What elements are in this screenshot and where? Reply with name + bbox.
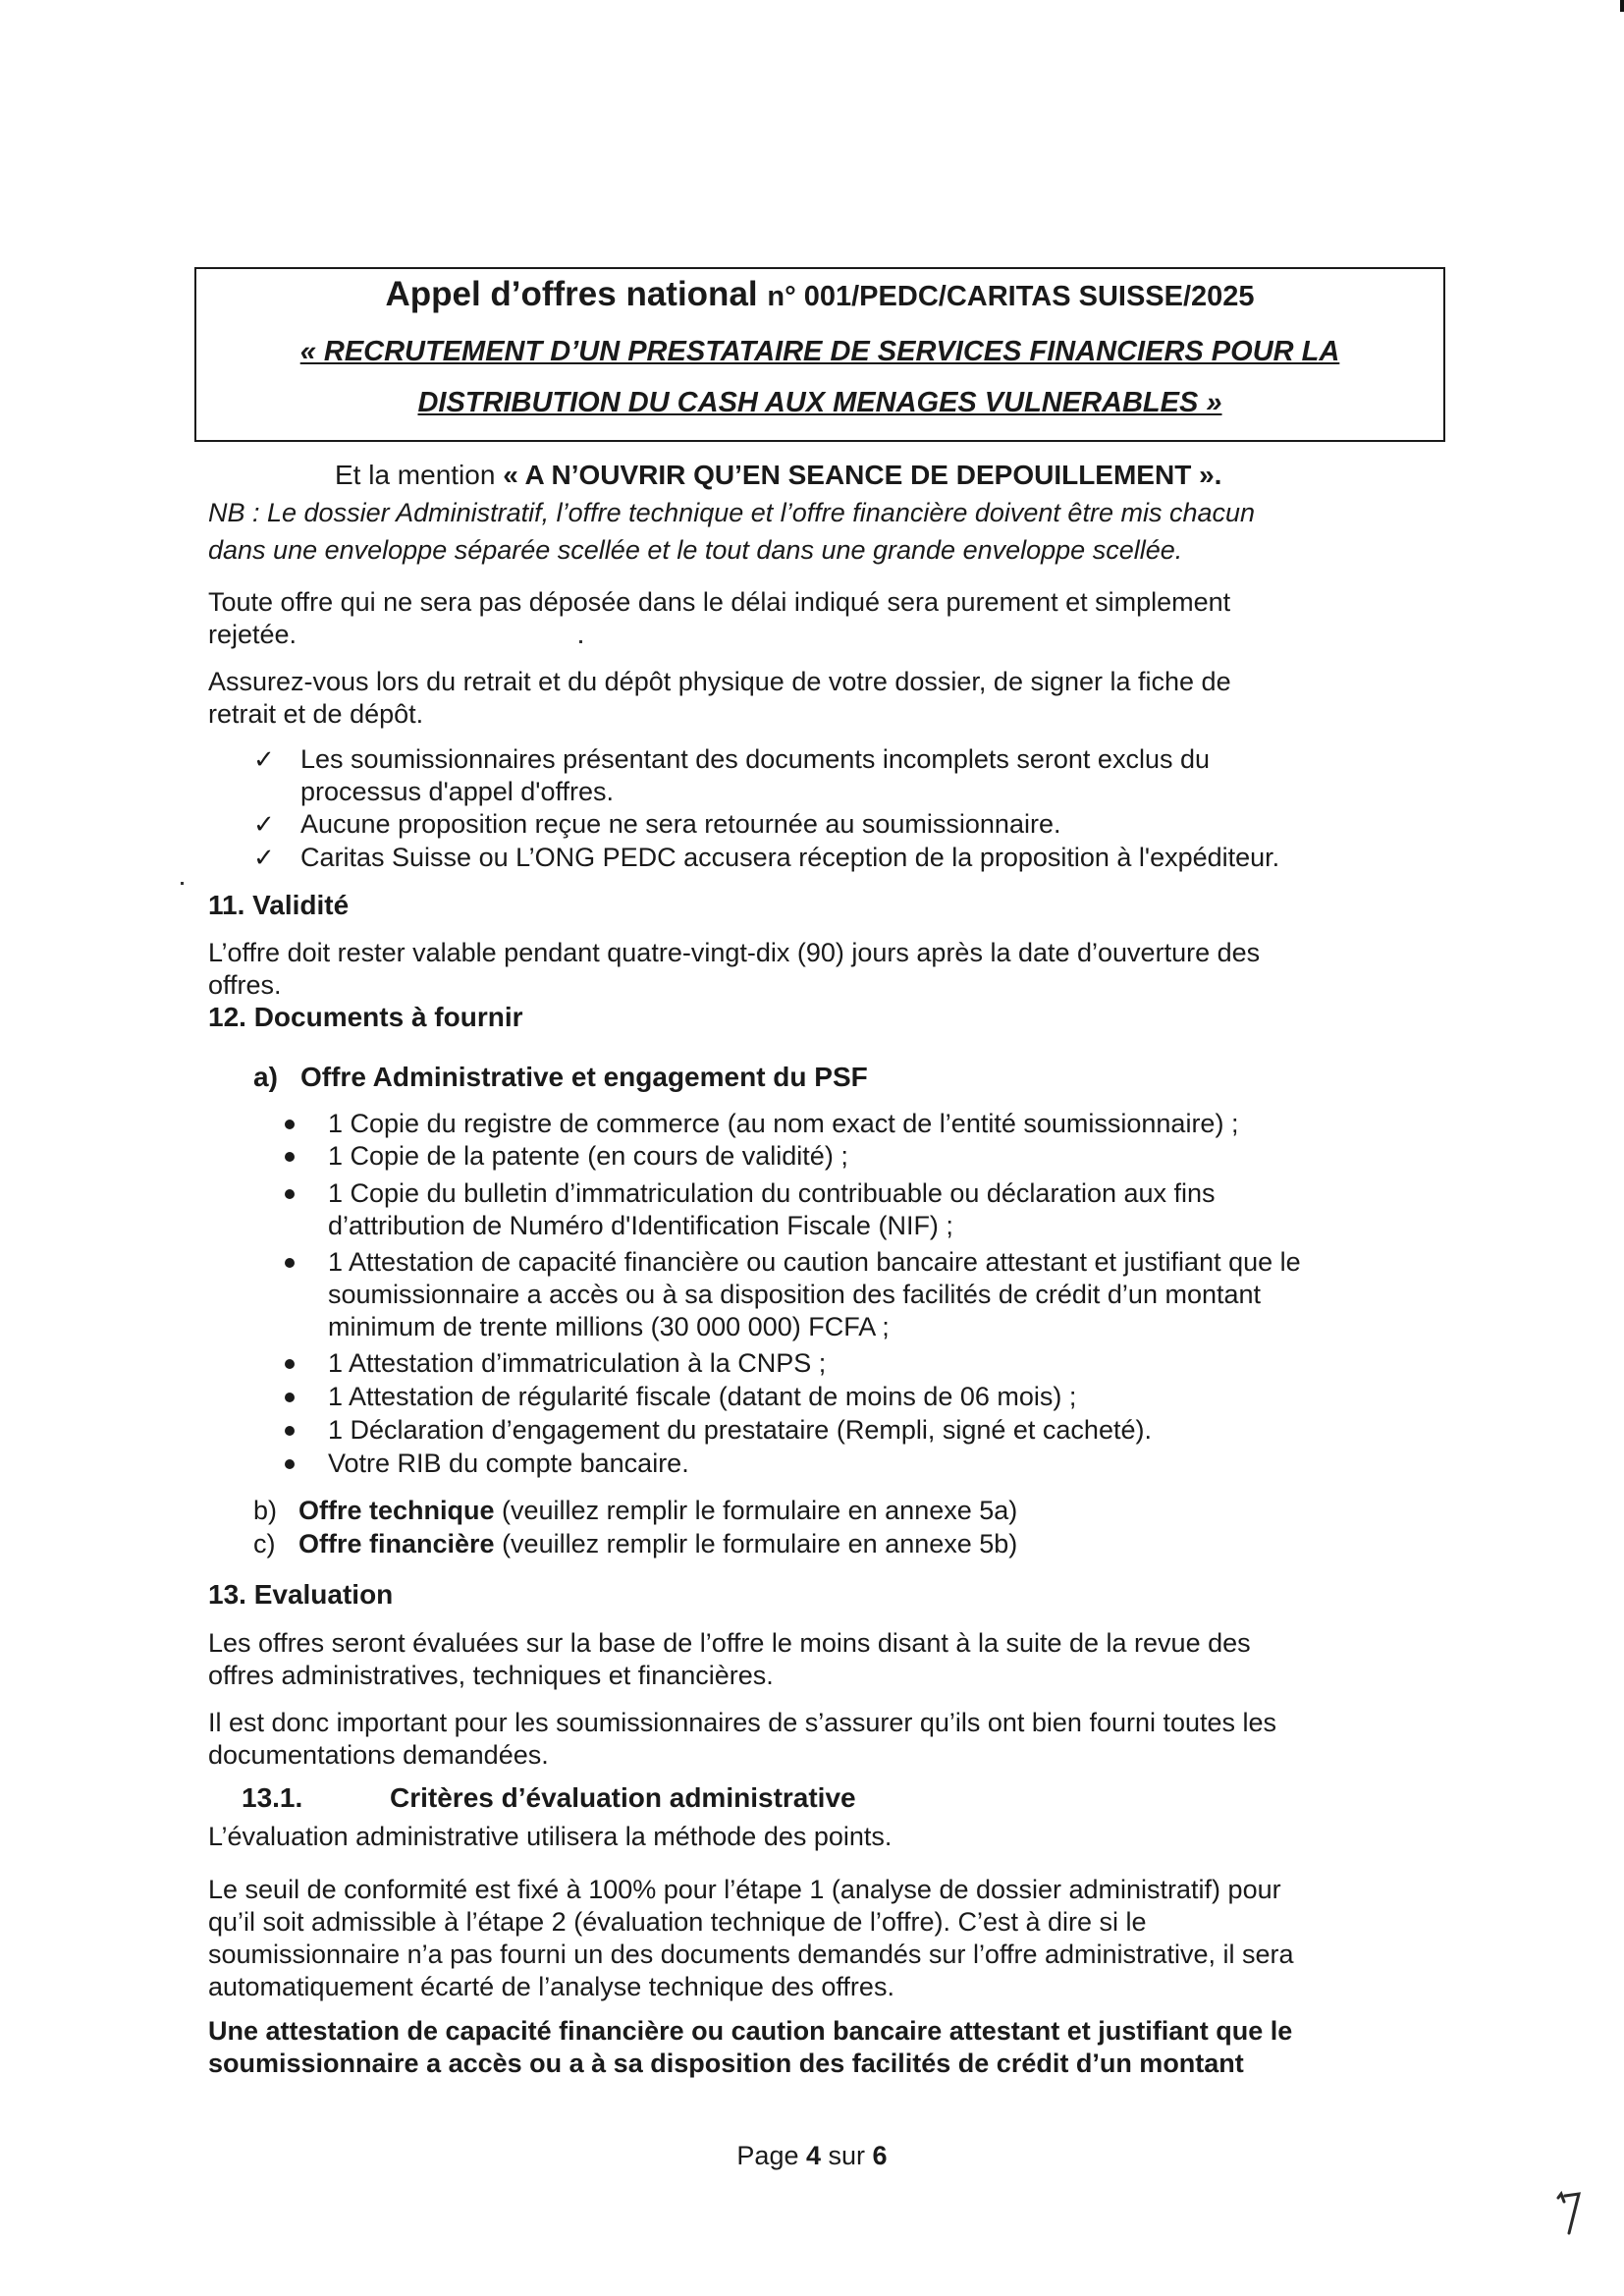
sub-c-line bbox=[298, 1527, 1017, 1560]
page-middle: sur bbox=[821, 2141, 873, 2170]
doc-item-3-line1: 1 Copie du bulletin d’immatriculation du contribuable ou déclaration aux fins bbox=[328, 1178, 1216, 1208]
doc-item-1: 1 Copie du registre de commerce (au nom exact de l’entité soumissionnaire) ; bbox=[328, 1109, 1239, 1138]
sub-b-title: Offre technique bbox=[298, 1496, 495, 1525]
section-13-p1-line1: Les offres seront évaluées sur la base de l’offre le moins disant à la suite de la revue des bbox=[208, 1628, 1251, 1658]
delai-paragraph-line2: rejetée. bbox=[208, 620, 298, 649]
sub-a-title: Offre Administrative et engagement du PSF bbox=[300, 1062, 868, 1092]
initials-scribble-icon bbox=[1555, 2188, 1583, 2239]
tender-reference: n° 001/PEDC/CARITAS SUISSE/2025 bbox=[767, 281, 1255, 312]
mention-prefix: Et la mention bbox=[335, 460, 504, 490]
check-icon: ✓ bbox=[253, 744, 275, 774]
page-prefix: Page bbox=[736, 2141, 806, 2170]
section-13-p5-line2: soumissionnaire a accès ou a à sa disposition des facilités de crédit d’un montant bbox=[208, 2049, 1244, 2078]
check-item-1-line1: Les soumissionnaires présentant des documents incomplets seront exclus du bbox=[300, 744, 1210, 774]
check-item-3: Caritas Suisse ou L’ONG PEDC accusera réception de la proposition à l'expéditeur. bbox=[300, 843, 1280, 872]
page-number bbox=[0, 2139, 1624, 2172]
section-11-heading: 11. Validité bbox=[208, 890, 350, 920]
mention-line bbox=[335, 459, 1221, 492]
doc-item-4-line2: soumissionnaire a accès ou à sa disposition des facilités de crédit d’un montant bbox=[328, 1280, 1262, 1309]
bullet-dot bbox=[285, 1152, 295, 1162]
check-icon: ✓ bbox=[253, 809, 275, 839]
tender-subtitle-line2: DISTRIBUTION DU CASH AUX MENAGES VULNERABLES » bbox=[417, 387, 1222, 418]
section-13-heading: 13. Evaluation bbox=[208, 1579, 394, 1610]
bullet-dot bbox=[285, 1459, 295, 1469]
section-13-1-number: 13.1. bbox=[242, 1782, 303, 1813]
bullet-dot bbox=[285, 1258, 295, 1268]
tender-title-label: Appel d’offres national bbox=[385, 275, 758, 313]
sub-c-label: c) bbox=[253, 1529, 276, 1558]
section-13-p4-line1: Le seuil de conformité est fixé à 100% pour l’étape 1 (analyse de dossier administratif) pour bbox=[208, 1875, 1281, 1904]
doc-item-4-line3: minimum de trente millions (30 000 000) FCFA ; bbox=[328, 1312, 890, 1341]
doc-item-3-line2: d’attribution de Numéro d'Identification Fiscale (NIF) ; bbox=[328, 1211, 953, 1240]
section-11-line1: L’offre doit rester valable pendant quatre-vingt-dix (90) jours après la date d’ouverture des bbox=[208, 938, 1261, 967]
section-13-1-title: Critères d’évaluation administrative bbox=[390, 1782, 856, 1813]
doc-item-6: 1 Attestation de régularité fiscale (datant de moins de 06 mois) ; bbox=[328, 1382, 1077, 1411]
sub-c-title: Offre financière bbox=[298, 1529, 495, 1558]
section-13-p5-line1: Une attestation de capacité financière ou caution bancaire attestant et justifiant que le bbox=[208, 2016, 1293, 2046]
section-13-p3: L’évaluation administrative utilisera la méthode des points. bbox=[208, 1822, 893, 1851]
sub-a-label: a) bbox=[253, 1062, 278, 1092]
doc-item-2: 1 Copie de la patente (en cours de validité) ; bbox=[328, 1141, 848, 1171]
page-total: 6 bbox=[872, 2141, 888, 2170]
sub-b-rest: (veuillez remplir le formulaire en annexe 5a) bbox=[494, 1496, 1018, 1525]
bullet-dot bbox=[285, 1189, 295, 1199]
mention-bold: « A N’OUVRIR QU’EN SEANCE DE DEPOUILLEMENT ». bbox=[503, 460, 1222, 490]
sub-b-label: b) bbox=[253, 1496, 278, 1525]
scan-edge-mark bbox=[1620, 0, 1624, 12]
bullet-dot bbox=[285, 1120, 295, 1129]
check-icon: ✓ bbox=[253, 843, 275, 872]
check-item-2: Aucune proposition reçue ne sera retournée au soumissionnaire. bbox=[300, 809, 1061, 839]
page-current: 4 bbox=[805, 2141, 822, 2170]
section-13-p4-line4: automatiquement écarté de l’analyse technique des offres. bbox=[208, 1972, 894, 2001]
section-11-line2: offres. bbox=[208, 970, 282, 1000]
section-13-p1-line2: offres administratives, techniques et financières. bbox=[208, 1661, 774, 1690]
section-12-heading: 12. Documents à fournir bbox=[208, 1002, 523, 1032]
nb-line2: dans une enveloppe séparée scellée et le tout dans une grande enveloppe scellée. bbox=[208, 535, 1183, 565]
sub-b-line bbox=[298, 1494, 1017, 1527]
section-13-p4-line3: soumissionnaire n’a pas fourni un des documents demandés sur l’offre administrative, il sera bbox=[208, 1940, 1294, 1969]
bullet-dot bbox=[285, 1426, 295, 1436]
scan-speck bbox=[579, 640, 582, 643]
bullet-dot bbox=[285, 1393, 295, 1402]
tender-title bbox=[194, 273, 1445, 318]
check-item-1-line2: processus d'appel d'offres. bbox=[300, 777, 615, 806]
section-13-p4-line2: qu’il soit admissible à l’étape 2 (évaluation technique de l’offre). C’est à dire si le bbox=[208, 1907, 1147, 1937]
scan-speck bbox=[181, 882, 184, 885]
doc-item-4-line1: 1 Attestation de capacité financière ou caution bancaire attestant et justifiant que le bbox=[328, 1247, 1301, 1277]
doc-item-8: Votre RIB du compte bancaire. bbox=[328, 1449, 689, 1478]
doc-item-5: 1 Attestation d’immatriculation à la CNPS ; bbox=[328, 1348, 827, 1378]
retrait-paragraph-line2: retrait et de dépôt. bbox=[208, 699, 424, 729]
section-13-p2-line1: Il est donc important pour les soumissionnaires de s’assurer qu’ils ont bien fourni toutes les bbox=[208, 1708, 1277, 1737]
retrait-paragraph-line1: Assurez-vous lors du retrait et du dépôt physique de votre dossier, de signer la fiche de bbox=[208, 667, 1231, 696]
handwritten-initials bbox=[1555, 2188, 1583, 2250]
section-13-p2-line2: documentations demandées. bbox=[208, 1740, 549, 1770]
tender-subtitle-line1: « RECRUTEMENT D’UN PRESTATAIRE DE SERVICES FINANCIERS POUR LA bbox=[299, 336, 1340, 367]
delai-paragraph-line1: Toute offre qui ne sera pas déposée dans le délai indiqué sera purement et simplement bbox=[208, 587, 1231, 617]
nb-line1: NB : Le dossier Administratif, l’offre technique et l’offre financière doivent être mis chacun bbox=[208, 498, 1256, 527]
doc-item-7: 1 Déclaration d’engagement du prestataire (Rempli, signé et cacheté). bbox=[328, 1415, 1152, 1445]
bullet-dot bbox=[285, 1359, 295, 1369]
sub-c-rest: (veuillez remplir le formulaire en annexe 5b) bbox=[494, 1529, 1018, 1558]
